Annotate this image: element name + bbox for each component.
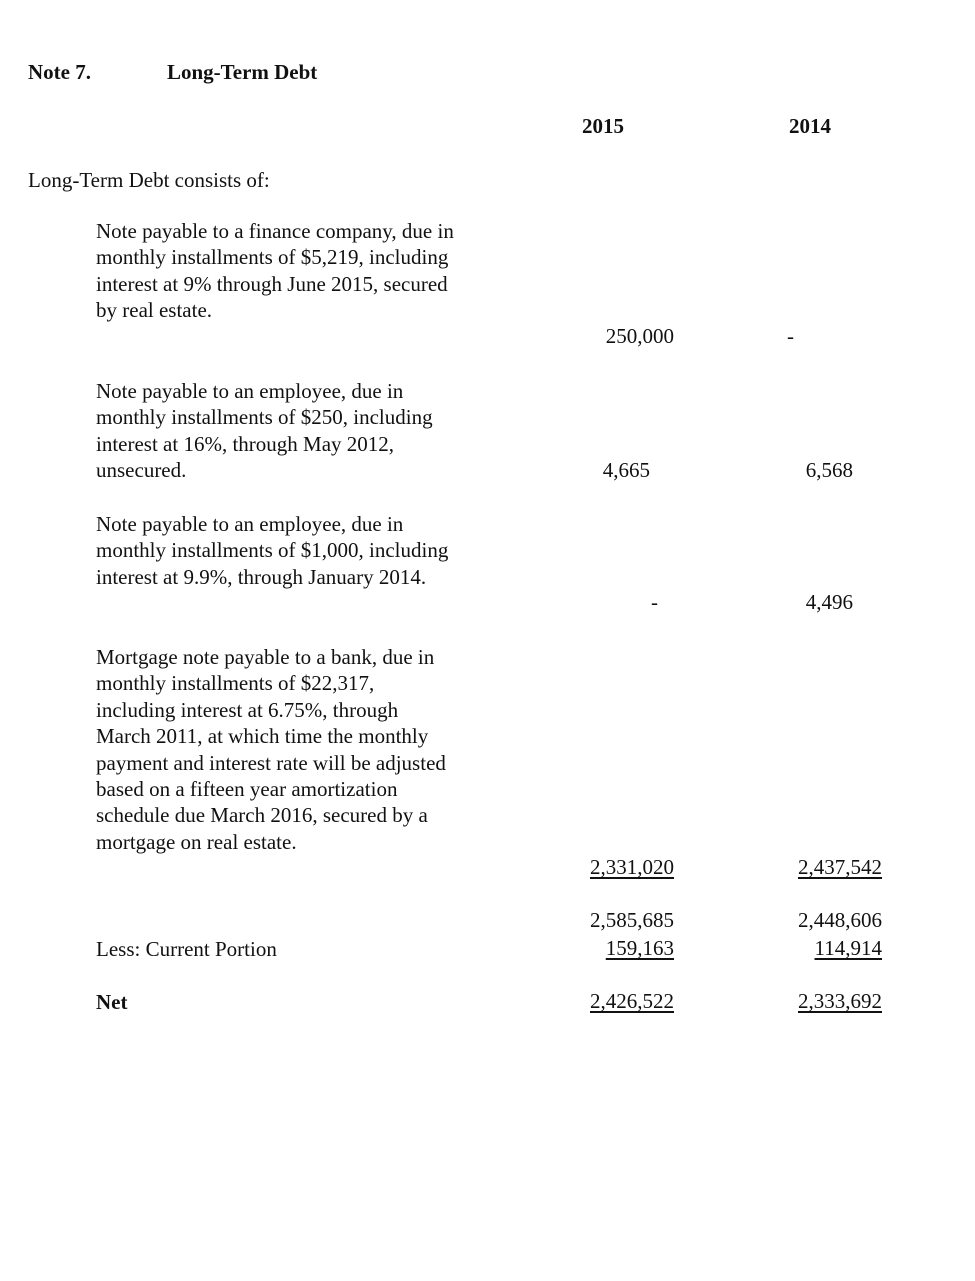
debt-item-value-2014: 2,437,542 [798,855,882,879]
net-2015: 2,426,522 [590,989,674,1013]
debt-item-value-2014: 4,496 [805,590,853,614]
column-header-2015: 2015 [582,114,624,138]
debt-item-value-2015: 2,331,020 [590,855,674,879]
note-number: Note 7. [28,60,91,84]
debt-item-value-2014: 6,568 [805,458,853,482]
debt-item-value-2015: 4,665 [602,458,650,482]
subtotal-2015: 2,585,685 [590,908,674,932]
net-2014: 2,333,692 [798,989,882,1013]
intro-text: Long-Term Debt consists of: [28,168,270,192]
net-label: Net [96,990,128,1014]
current-portion-2015: 159,163 [605,936,674,960]
debt-item-description: Note payable to an employee, due in monthly installments of $250, including interest at 16%, through May 2012, unsecured. [96,379,433,483]
debt-item-description: Mortgage note payable to a bank, due in monthly installments of $22,317, including interest at 6.75%, through March 2011, at which time the monthly payment and interest rate will be adjusted based on a fifteen year amortization schedule due March 2016, secured by a mortgage on real estate. [96,645,446,854]
debt-item-value-2015: 250,000 [605,324,674,348]
current-portion-label: Less: Current Portion [96,937,277,961]
current-portion-2014: 114,914 [814,936,882,960]
debt-item-value-2015: - [651,590,658,614]
debt-item-description: Note payable to an employee, due in monthly installments of $1,000, including interest at 9.9%, through January 2014. [96,512,449,589]
subtotal-2014: 2,448,606 [798,908,882,932]
column-header-2014: 2014 [789,114,831,138]
note-title: Long-Term Debt [167,60,318,84]
debt-item-value-2014: - [787,324,794,348]
debt-item-description: Note payable to a finance company, due in monthly installments of $5,219, including interest at 9% through June 2015, secured by real estate. [96,219,454,323]
